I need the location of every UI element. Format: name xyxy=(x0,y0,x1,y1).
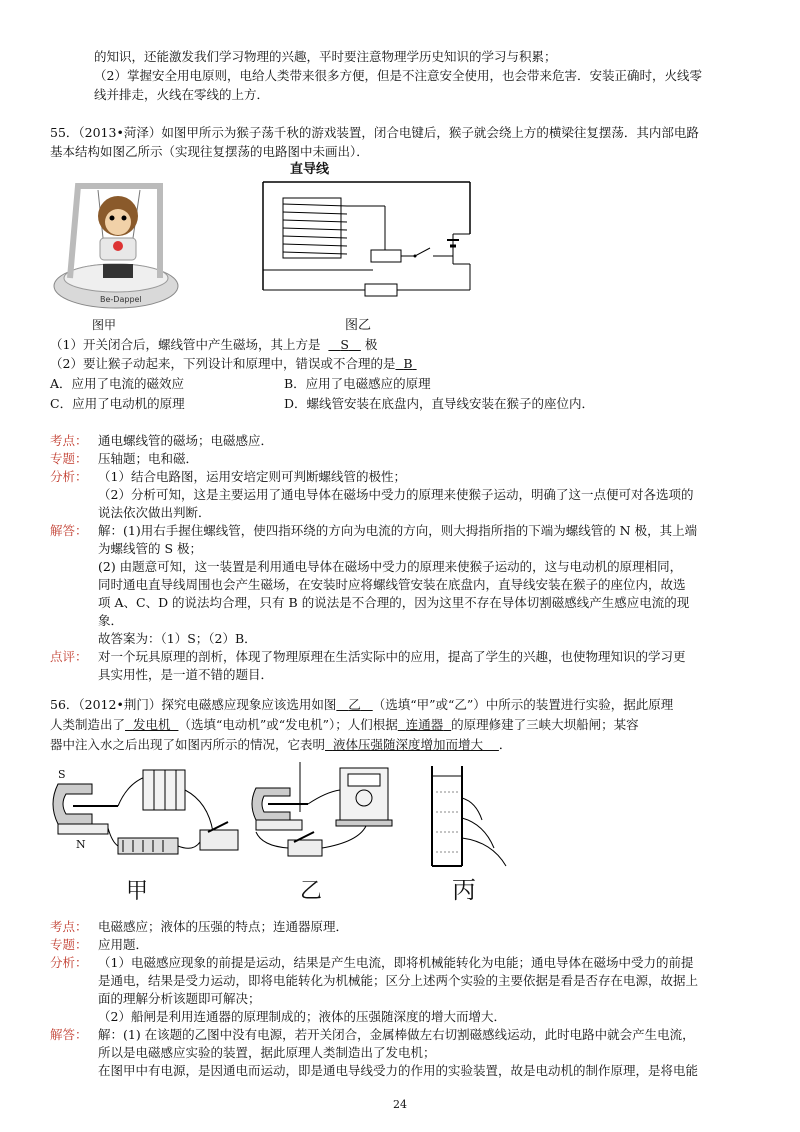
q55-part1: （1）开关闭合后，螺线管中产生磁场，其上方是 S 极 xyxy=(50,337,378,352)
figure-jia-label: 图甲 xyxy=(92,318,117,332)
solution-line: (2) 由题意可知，这一装置是利用通电导体在磁场中受力的原理来使猴子运动的，这与电动机的原理相同， xyxy=(98,559,683,574)
analysis-line: 说法依次做出判断． xyxy=(98,505,211,520)
analysis-line: 是通电，结果是受力运动，即将电能转化为机械能；区分上述两个实验的主要依据是看是否存在电源，故据上 xyxy=(98,973,699,988)
figure-jia-caption: 甲 xyxy=(126,879,149,904)
answer-blank: 乙 xyxy=(348,697,361,712)
text-line: （2）掌握安全用电原则，电给人类带来很多方便，但是不注意安全使用，也会带来危害．安装正确时，火线零 xyxy=(94,68,702,83)
jieda-label: 解答： xyxy=(50,523,88,538)
comment-line: 具实用性，是一道不错的题目． xyxy=(98,667,274,682)
text-line: 线并排走，火线在零线的上方． xyxy=(94,87,270,102)
fenxi-label: 分析： xyxy=(50,469,88,484)
zhuanti-label: 专题： xyxy=(50,937,88,952)
question-56-stem-cont: 器中注入水之后出现了如图丙所示的情况，它表明 液体压强随深度增加而增大 ． xyxy=(50,737,512,752)
analysis-line: 面的理解分析该题即可解决； xyxy=(98,991,261,1006)
zhuanti-text: 压轴题；电和磁． xyxy=(98,451,199,466)
page-number: 24 xyxy=(393,1098,407,1111)
induction-experiment-figure xyxy=(248,762,403,872)
magnet-n-label: N xyxy=(76,838,86,851)
zhuanti-label: 专题： xyxy=(50,451,88,466)
question-55-stem: 55．（2013•菏泽）如图甲所示为猴子荡千秋的游戏装置，闭合电键后，猴子就会绕上方的横梁往复摆荡．其内部电路 xyxy=(50,125,699,140)
solution-line: 在图甲中有电源，是因通电而运动，即是通电导线受力的作用的实验装置，故是电动机的制作原理，是将电能 xyxy=(98,1063,699,1078)
solution-line: 为螺线管的 S 极； xyxy=(98,541,203,556)
option-a: A．应用了电流的磁效应 xyxy=(50,376,185,391)
solution-line: 所以是电磁感应实验的装置，据此原理人类制造出了发电机； xyxy=(98,1045,436,1060)
option-d: D．螺线管安装在底盘内，直导线安装在猴子的座位内． xyxy=(284,396,595,411)
solution-line: 解：(1)用右手握住螺线管，使四指环绕的方向为电流的方向，则大拇指所指的下端为螺线管的 N 极，其上端 xyxy=(98,523,698,538)
question-56-stem: 56．（2012•荆门）探究电磁感应现象应该选用如图 乙 （选填“甲”或“乙”）中所示的装置进行实验，据此原理 xyxy=(50,697,674,712)
comment-line: 对一个玩具原理的剖析，体现了物理原理在生活实际中的应用，提高了学生的兴趣，也使物理知识的学习更 xyxy=(98,649,686,664)
analysis-line: （1）电磁感应现象的前提是运动，结果是产生电流，即将机械能转化为电能；通电导体在磁场中受力的前提 xyxy=(98,955,694,970)
kaodian-label: 考点： xyxy=(50,433,88,448)
figure-bing-caption: 丙 xyxy=(452,876,476,904)
analysis-line: （2）船闸是利用连通器的原理制成的；液体的压强随深度的增大而增大． xyxy=(98,1009,506,1024)
solution-line: 解：(1) 在该题的乙图中没有电源，若开关闭合，金属棒做左右切割磁感线运动，此时电路中就会产生电流， xyxy=(98,1027,695,1042)
dianping-label: 点评： xyxy=(50,649,88,664)
answer-blank: 连通器 xyxy=(405,717,444,732)
q55-part2: （2）要让猴子动起来，下列设计和原理中，错误或不合理的是 B xyxy=(50,355,417,373)
figure-yi-label: 图乙 xyxy=(345,318,372,333)
motor-experiment-figure xyxy=(48,762,243,874)
answer-blank: 发电机 xyxy=(132,717,171,732)
solenoid-circuit-diagram xyxy=(255,160,485,320)
option-c: C．应用了电动机的原理 xyxy=(50,396,185,411)
magnet-s-label: S xyxy=(58,768,66,781)
figure-yi-caption: 乙 xyxy=(300,879,323,904)
answer-blank: 液体压强随深度增加而增大 xyxy=(332,737,483,752)
fenxi-label: 分析： xyxy=(50,955,88,970)
toy-base-text: Be-Dappel xyxy=(100,295,142,304)
analysis-line: （1）结合电路图，运用安培定则可判断螺线管的极性； xyxy=(98,469,406,484)
zhuanti-text: 应用题． xyxy=(98,937,149,952)
kaodian-text: 电磁感应；液体的压强的特点；连通器原理． xyxy=(98,919,349,934)
analysis-line: （2）分析可知，这是主要运用了通电导体在磁场中受力的原理来使猴子运动，明确了这一点便可对各选项的 xyxy=(98,487,694,502)
question-56-stem-cont: 人类制造出了 发电机 （选填“电动机”或“发电机”）；人们根据 连通器 的原理修建了三峡大坝船闸；某容 xyxy=(50,717,639,732)
jieda-label: 解答： xyxy=(50,1027,88,1042)
water-container-figure xyxy=(420,762,520,872)
monkey-swing-toy-figure xyxy=(48,168,188,328)
solution-line: 项 A、C、D 的说法均合理，只有 B 的说法是不合理的，因为这里不存在导体切割磁感线产生感应电流的现 xyxy=(98,595,690,610)
solution-line: 同时通电直导线周围也会产生磁场，在安装时应将螺线管安装在底盘内，直导线安装在猴子的座位内，故选 xyxy=(98,577,686,592)
question-55-stem-cont: 基本结构如图乙所示（实现往复摆荡的电路图中未画出）． xyxy=(50,144,369,159)
kaodian-text: 通电螺线管的磁场；电磁感应． xyxy=(98,433,274,448)
text-line: 的知识，还能激发我们学习物理的兴趣，平时要注意物理学历史知识的学习与积累； xyxy=(94,49,557,64)
solution-line: 象． xyxy=(98,613,124,628)
answer-blank: S xyxy=(340,337,349,352)
option-b: B．应用了电磁感应的原理 xyxy=(284,376,431,391)
straight-wire-label: 直导线 xyxy=(290,162,330,177)
answer-blank: B xyxy=(403,356,413,371)
solution-answer: 故答案为：（1）S；（2）B． xyxy=(98,631,257,646)
kaodian-label: 考点： xyxy=(50,919,88,934)
